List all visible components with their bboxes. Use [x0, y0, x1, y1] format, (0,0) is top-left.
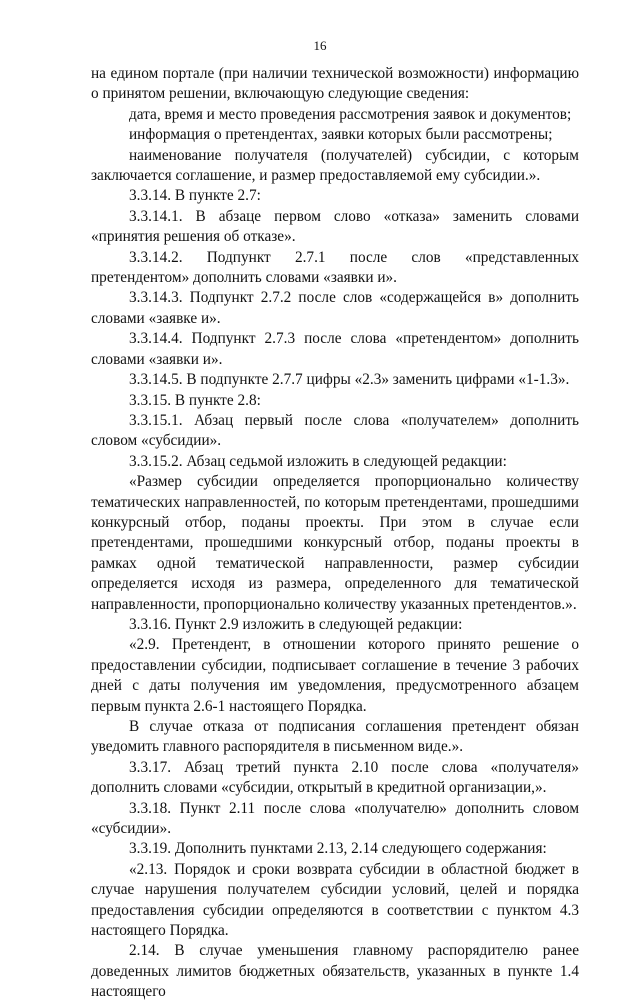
page-number: 16 [313, 38, 327, 53]
paragraph: информация о претендентах, заявки которых были рассмотрены; [129, 126, 553, 144]
paragraph: «Размер субсидии определяется пропорционально количеству тематических направленностей, по которым претендентами, прошедшими конкурсный отбор, поданы проекты. При этом в случае если претендентами, прошедшими конкурсный отбор, поданы проекты в рамках одной тематической направленности, размер субсидии определяется исходя из размера, определенного для тематической направленности, пропорционально количеству указанных претендентов.». [91, 473, 579, 613]
paragraph: 3.3.14.3. Подпункт 2.7.2 после слов «содержащейся в» дополнить словами «заявке и». [91, 289, 579, 327]
paragraph: 3.3.15.2. Абзац седьмой изложить в следующей редакции: [129, 452, 507, 470]
paragraph: «2.9. Претендент, в отношении которого принято решение о предоставлении субсидии, подписывает соглашение в течение 3 рабочих дней с даты получения им уведомления, предусмотренного абзацем первым пункта 2.6-1 настоящего Порядка. [91, 636, 579, 715]
paragraph: 3.3.15. В пункте 2.8: [129, 391, 261, 409]
paragraph: 3.3.15.1. Абзац первый после слова «получателем» дополнить словом «субсидии». [91, 411, 579, 450]
paragraph: 3.3.17. Абзац третий пункта 2.10 после слова «получателя» дополнить словами «субсидии, открытый в кредитной организации,». [91, 758, 579, 797]
paragraph: 3.3.16. Пункт 2.9 изложить в следующей редакции: [129, 615, 463, 633]
paragraph: наименование получателя (получателей) субсидии, с которым заключается соглашение, и размер предоставляемой ему субсидии.». [91, 146, 579, 185]
paragraph: 3.3.14.5. В подпункте 2.7.7 цифры «2.3» заменить цифрами «1-1.3». [129, 371, 570, 389]
paragraph: дата, время и место проведения рассмотрения заявок и документов; [129, 105, 572, 123]
paragraph: 3.3.18. Пункт 2.11 после слова «получателю» дополнить словом «субсидии». [91, 799, 579, 838]
paragraph: 3.3.14.1. В абзаце первом слово «отказа» заменить словами «принятия решения об отказе». [91, 207, 579, 246]
paragraph: 3.3.19. Дополнить пунктами 2.13, 2.14 следующего содержания: [129, 840, 547, 858]
paragraph: 2.14. В случае уменьшения главному распорядителю ранее доведенных лимитов бюджетных обязательств, указанных в пункте 1.4 настоящего [91, 942, 579, 1001]
paragraph: «2.13. Порядок и сроки возврата субсидии в областной бюджет в случае нарушения получателем субсидии условий, целей и порядка предоставления субсидии определяются в соответствии с пунктом 4.3 настоящего Порядка. [91, 860, 579, 940]
paragraph: В случае отказа от подписания соглашения претендент обязан уведомить главного распорядителя в письменном виде.». [91, 718, 579, 756]
document-body [91, 64, 579, 1003]
paragraph: на едином портале (при наличии технической возможности) информацию о принятом решении, включающую следующие сведения: [91, 65, 579, 103]
paragraph: 3.3.14. В пункте 2.7: [129, 187, 261, 205]
paragraph: 3.3.14.2. Подпункт 2.7.1 после слов «представленных претендентом» дополнить словами «заявки и». [91, 248, 579, 287]
paragraph: 3.3.14.4. Подпункт 2.7.3 после слова «претендентом» дополнить словами «заявки и». [91, 330, 579, 368]
